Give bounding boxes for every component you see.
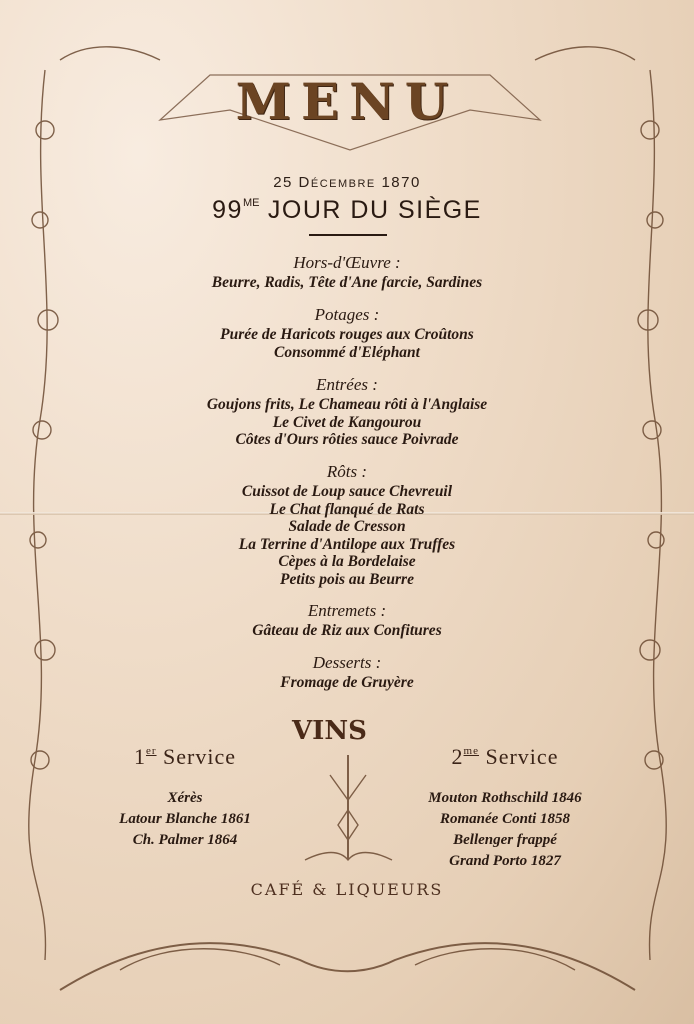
first-service: 1er Service Xérès Latour Blanche 1861 Ch. Palmer 1864 <box>119 744 251 848</box>
section-potages: Potages : Purée de Haricots rouges aux Croûtons Consommé d'Eléphant <box>220 305 474 361</box>
wines-title: VINS <box>292 716 367 746</box>
menu-date: 25 Décembre 1870 <box>273 174 421 191</box>
cafe-liqueurs: CAFÉ & LIQUEURS <box>250 880 444 899</box>
divider <box>309 234 387 236</box>
siege-day: $99^{ME}$ JOUR DU SIÈGE <box>212 196 482 224</box>
section-entrees: Entrées : Goujons frits, Le Chameau rôti à l'Anglaise Le Civet de Kangourou Côtes d'Ours rôties sauce Poivrade <box>206 375 488 448</box>
section-rots: Rôts : Cuissot de Loup sauce Chevreuil Le Chat flanqué de Rats Salade de Cresson La Terrine d'Antilope aux Truffes Cèpes à la Bordelaise Petits pois au Beurre <box>238 462 456 588</box>
section-hors-doeuvre: Hors-d'Œuvre : Beurre, Radis, Tête d'Ane farcie, Sardines <box>211 253 483 291</box>
menu-title: MENU <box>235 72 459 131</box>
second-service: $2^{me}$ Service Mouton Rothschild 1846 Romanée Conti 1858 Bellenger frappé Grand Porto 1827 <box>428 744 582 869</box>
section-entremets: Entremets : Gâteau de Riz aux Confitures <box>252 601 442 639</box>
section-desserts: Desserts : Fromage de Gruyère <box>280 653 414 691</box>
